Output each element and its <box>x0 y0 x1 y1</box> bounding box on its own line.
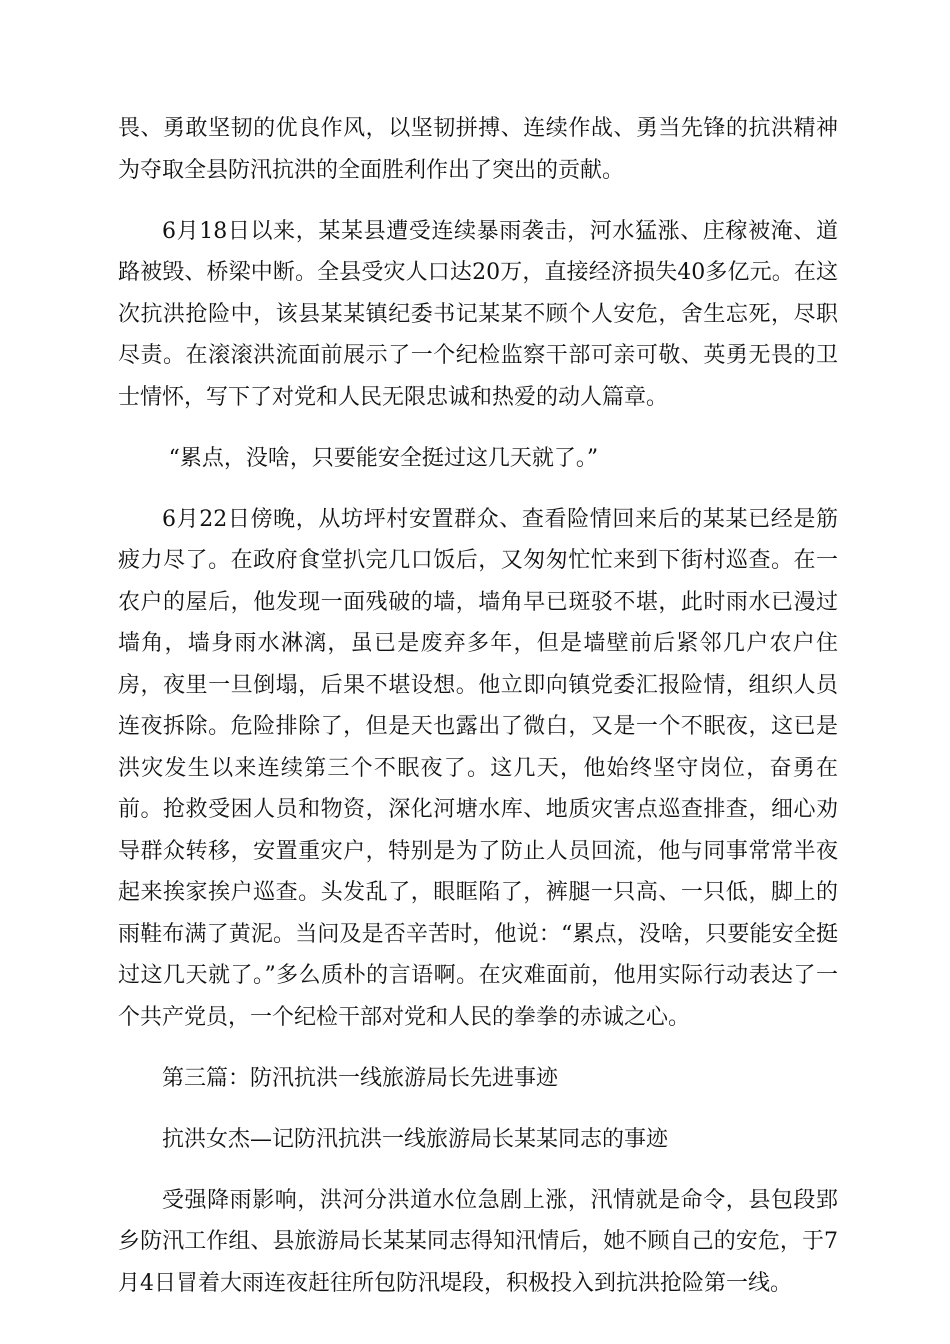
paragraph-june-22-story: 6月22日傍晚，从坊坪村安置群众、查看险情回来后的某某已经是筋疲力尽了。在政府食堂扒完几口饭后，又匆匆忙忙来到下街村巡查。在一农户的屋后，他发现一面残破的墙，墙角早已斑驳不堪，此时雨水已漫过墙角，墙身雨水淋漓，虽已是废弃多年，但是墙壁前后紧邻几户农户住房，夜里一旦倒塌，后果不堪设想。他立即向镇党委汇报险情，组织人员连夜拆除。危险排除了，但是天也露出了微白，又是一个不眠夜，这已是洪灾发生以来连续第三个不眠夜了。这几天，他始终坚守岗位，奋勇在前。抢救受困人员和物资，深化河塘水库、地质灾害点巡查排查，细心劝导群众转移，安置重灾户，特别是为了防止人员回流，他与同事常常半夜起来挨家挨户巡查。头发乱了，眼眶陷了，裤腿一只高、一只低，脚上的雨鞋布满了黄泥。当问及是否辛苦时，他说：“累点，没啥，只要能安全挺过这几天就了。”多么质朴的言语啊。在灾难面前，他用实际行动表达了一个共产党员，一个纪检干部对党和人民的拳拳的赤诚之心。 <box>118 506 838 1030</box>
section-title-part-three: 第三篇：防汛抗洪一线旅游局长先进事迹 <box>162 1065 559 1091</box>
paragraph-continuation: 畏、勇敢坚韧的优良作风，以坚韧拼搏、连续作战、勇当先锋的抗洪精神为夺取全县防汛抗洪的全面胜利作出了突出的贡献。 <box>118 116 838 183</box>
paragraph-flood-overview: 6月18日以来，某某县遭受连续暴雨袭击，河水猛涨、庄稼被淹、道路被毁、桥梁中断。全县受灾人口达20万，直接经济损失40多亿元。在这次抗洪抢险中，该县某某镇纪委书记某某不顾个人安危，舍生忘死，尽职尽责。在滚滚洪流面前展示了一个纪检监察干部可亲可敬、英勇无畏的卫士情怀，写下了对党和人民无限忠诚和热爱的动人篇章。 <box>118 218 838 410</box>
document-body <box>118 108 838 1324</box>
paragraph-quote-heading: “累点，没啥，只要能安全挺过这几天就了。” <box>168 445 599 471</box>
section-subtitle: 抗洪女杰—记防汛抗洪一线旅游局长某某同志的事迹 <box>162 1126 669 1152</box>
paragraph-tourism-director: 受强降雨影响，洪河分洪道水位急剧上涨，汛情就是命令，县包段郢乡防汛工作组、县旅游局长某某同志得知汛情后，她不顾自己的安危，于7月4日冒着大雨连夜赶往所包防汛堤段，积极投入到抗洪抢险第一线。 <box>118 1187 838 1296</box>
